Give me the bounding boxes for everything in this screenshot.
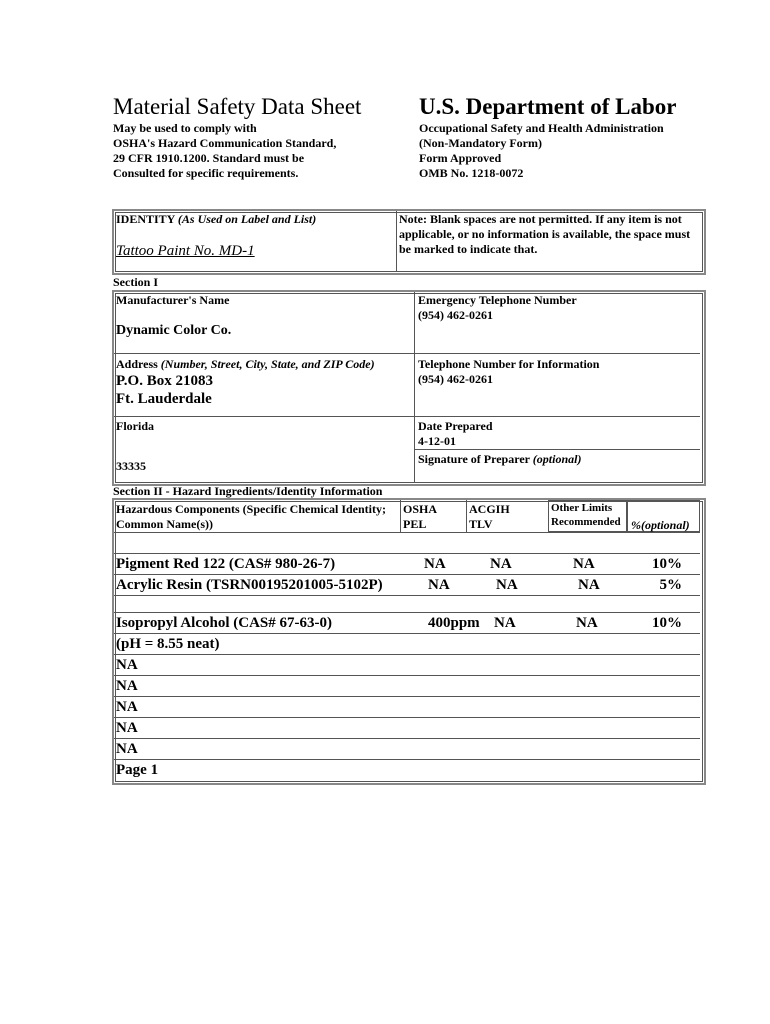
date-prepared-value[interactable]: 4-12-01: [418, 434, 456, 448]
address-label-wrap: [116, 357, 375, 372]
address-line-2[interactable]: Ft. Lauderdale: [116, 391, 212, 407]
ingredient-pct[interactable]: 5%: [659, 577, 682, 593]
agency-title: U.S. Department of Labor: [419, 94, 677, 119]
ingredient-other[interactable]: NA: [573, 556, 595, 572]
extra-line[interactable]: NA: [116, 657, 138, 673]
col-osha-header-1: OSHA: [403, 502, 438, 516]
col-acgih-header-1: ACGIH: [469, 502, 510, 516]
row-line: [114, 759, 700, 760]
identity-label-wrap: [116, 212, 316, 227]
extra-line[interactable]: (pH = 8.55 neat): [116, 636, 220, 652]
manufacturer-label: Manufacturer's Name: [116, 293, 230, 307]
section-1-divider: [414, 292, 415, 482]
blank-space-note: Note: Blank spaces are not permitted. If any item is not applicable, or no information is available, the space must be marked to indicate that.: [399, 212, 691, 256]
col-other-header-2: Recommended: [551, 516, 621, 528]
ingredient-pct[interactable]: 10%: [652, 615, 682, 631]
emergency-phone-label: Emergency Telephone Number: [418, 293, 577, 307]
section-1-title: Section I: [113, 275, 158, 289]
ingredient-acgih[interactable]: NA: [490, 556, 512, 572]
info-phone-label: Telephone Number for Information: [418, 357, 600, 371]
ingredient-osha[interactable]: NA: [428, 577, 450, 593]
emergency-phone-value[interactable]: (954) 462-0261: [418, 308, 493, 322]
identity-divider: [396, 211, 397, 271]
identity-label-note: (As Used on Label and List): [177, 212, 317, 226]
agency-details: Occupational Safety and Health Administration (Non-Mandatory Form) Form Approved OMB No. 1218-0072: [419, 121, 664, 180]
extra-line[interactable]: NA: [116, 678, 138, 694]
address-label-note: (Number, Street, City, State, and ZIP Code): [160, 357, 375, 371]
row-line: [114, 738, 700, 739]
ingredient-name[interactable]: Pigment Red 122 (CAS# 980-26-7): [116, 556, 336, 572]
page-number: Page 1: [116, 762, 159, 778]
info-phone-value[interactable]: (954) 462-0261: [418, 372, 493, 386]
ingredient-other[interactable]: NA: [578, 577, 600, 593]
col-divider-acgih: [466, 500, 467, 532]
zip-value[interactable]: 33335: [116, 459, 146, 473]
ingredient-acgih[interactable]: NA: [496, 577, 518, 593]
row-line: [114, 553, 700, 554]
section-1-line-2: [114, 416, 700, 417]
identity-value[interactable]: Tattoo Paint No. MD-1: [116, 243, 255, 259]
col-pct-header: %(optional): [631, 518, 690, 532]
row-line: [114, 532, 700, 533]
row-line: [114, 675, 700, 676]
ingredient-other[interactable]: NA: [576, 615, 598, 631]
signature-label: Signature of Preparer: [418, 452, 530, 466]
section-2-title: Section II - Hazard Ingredients/Identity Information: [113, 484, 383, 498]
ingredient-acgih[interactable]: NA: [494, 615, 516, 631]
row-line: [114, 696, 700, 697]
row-line: [114, 633, 700, 634]
row-line: [114, 574, 700, 575]
ingredient-pct[interactable]: 10%: [652, 556, 682, 572]
col-osha-header-2: PEL: [403, 517, 427, 531]
date-prepared-label: Date Prepared: [418, 419, 493, 433]
col-components-header: Hazardous Components (Specific Chemical Identity; Common Name(s)): [116, 502, 386, 531]
col-other-header-1: Other Limits: [551, 502, 613, 514]
identity-label: IDENTITY: [116, 212, 175, 226]
col-acgih-header-2: TLV: [469, 517, 493, 531]
signature-label-note: (optional): [532, 452, 582, 466]
address-label: Address: [116, 357, 158, 371]
extra-line[interactable]: NA: [116, 741, 138, 757]
section-1-line-3: [414, 449, 700, 450]
row-line: [114, 654, 700, 655]
ingredient-osha[interactable]: NA: [424, 556, 446, 572]
address-line-1[interactable]: P.O. Box 21083: [116, 373, 213, 389]
ingredient-name[interactable]: Acrylic Resin (TSRN00195201005-5102P): [116, 577, 383, 593]
form-usage-note: May be used to comply with OSHA's Hazard Communication Standard, 29 CFR 1910.1200. Standard must be Consulted for specific requirements.: [113, 121, 337, 180]
row-line: [114, 595, 700, 596]
form-title: Material Safety Data Sheet: [113, 94, 362, 119]
extra-line[interactable]: NA: [116, 720, 138, 736]
row-line: [114, 612, 700, 613]
ingredient-osha[interactable]: 400ppm: [428, 615, 480, 631]
signature-label-wrap: [418, 452, 581, 467]
ingredient-name[interactable]: Isopropyl Alcohol (CAS# 67-63-0): [116, 615, 332, 631]
extra-line[interactable]: NA: [116, 699, 138, 715]
state-value[interactable]: Florida: [116, 419, 154, 433]
manufacturer-value[interactable]: Dynamic Color Co.: [116, 323, 232, 338]
row-line: [114, 717, 700, 718]
section-1-line-1: [114, 353, 700, 354]
